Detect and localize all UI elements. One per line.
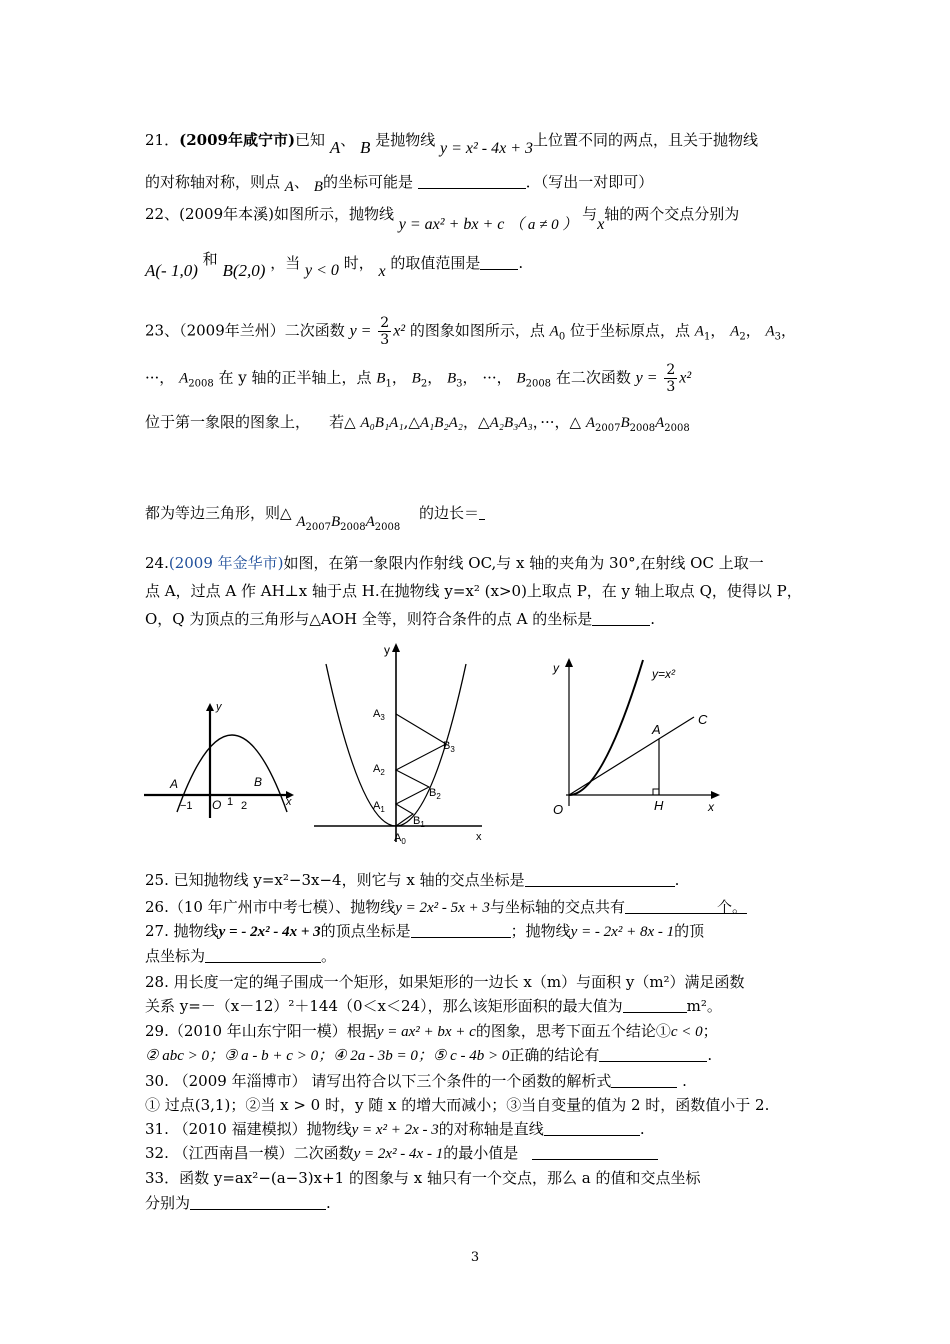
answer-blank[interactable] (544, 1121, 640, 1136)
answer-blank[interactable] (205, 948, 321, 963)
q21-line2: 的对称轴对称，则点 A、 B的坐标可能是 ．（写出一对即可） (145, 173, 654, 195)
ray-oc (569, 717, 694, 795)
answer-blank[interactable] (532, 1145, 658, 1160)
q26-formula: y = 2x² - 5x + 3 (395, 900, 490, 916)
label-a2: $A_2$ (373, 763, 385, 777)
q32-line: 32. （江西南昌一模）二次函数y = 2x² - 4x - 1的最小值是 (145, 1143, 658, 1164)
parabola-curve (569, 660, 643, 795)
q23-line3: 位于第一象限的图象上， 若△ A₀B₁A₁,△A₁B₂A₂，△A₂B₃A₃，···，△ $A_{2007}B_{2008}A_{2008}$ (145, 413, 690, 434)
q29-formula: y = ax² + bx + c (376, 1024, 476, 1040)
origin-label: O (553, 802, 564, 817)
q23-line4: 都为等边三角形，则△ $A_{2007}B_{2008}A_{2008}$ 的边长＝ (145, 503, 485, 530)
point-a-label: A (652, 722, 661, 737)
q28-line1: 28. 用长度一定的绳子围成一个矩形，如果矩形的一边长 x（m）与面积 y（m²）满足函数 (145, 973, 745, 991)
figure-ray-oc (546, 654, 736, 824)
answer-blank[interactable] (592, 611, 650, 626)
curve-label: y=x² (652, 667, 676, 681)
q27-formula-1: y = - 2x² - 4x + 3 (218, 924, 321, 940)
q27-line1: 27. 抛物线y = - 2x² - 4x + 3的顶点坐标是 ；抛物线y = - 2x² + 8x - 1的顶 (145, 922, 705, 940)
answer-blank[interactable] (525, 872, 675, 887)
page-number: 3 (470, 1250, 480, 1265)
q26-line: 26.（10 年广州市中考七模）、抛物线y = 2x² - 5x + 3与坐标轴的交点共有 个。 (145, 898, 747, 916)
point-c-label: C (698, 712, 708, 727)
q30-line1: 30. （2009 年淄博市） 请写出符合以下三个条件的一个函数的解析式 . (145, 1072, 687, 1090)
q23-line1: 23、（2009年兰州）二次函数 y = $\frac{2}{3}$ x² 的图象如图所示，点 $A_0$ 位于坐标原点，点 $A_1$， $A_2$， $A_3$， (145, 315, 797, 348)
q31-line: 31. （2010 福建模拟）抛物线y = x² + 2x - 3的对称轴是直线 . (145, 1120, 645, 1138)
q22-line2: A(- 1,0) 和 B(2,0) ，当 y < 0 时， x 的取值范围是 . (145, 250, 524, 280)
q24-line3: O，Q 为顶点的三角形与△AOH 全等，则符合条件的点 A 的坐标是 . (145, 610, 656, 628)
tick-1: 1 (227, 796, 234, 808)
tick-minus-1: −1 (180, 800, 193, 812)
label-a1: $A_1$ (373, 800, 385, 814)
answer-blank[interactable] (418, 174, 526, 189)
q25-line: 25. 已知抛物线 y=x²−3x−4，则它与 x 轴的交点坐标是 . (145, 871, 680, 889)
label-a0: $A_0$ (394, 832, 406, 846)
q24-line2: 点 A，过点 A 作 AH⊥x 轴于点 H.在抛物线 y=x² (x>0)上取点 P，在 y 轴上取点 Q，使得以 P， (145, 582, 802, 600)
q24-line1: 24.(2009 年金华市)如图，在第一象限内作射线 OC,与 x 轴的夹角为 30°,在射线 OC 上取一 (145, 554, 764, 572)
answer-blank[interactable] (411, 923, 511, 938)
point-h-label: H (654, 798, 664, 813)
q33-line1: 33．函数 y=ax²−(a−3)x+1 的图象与 x 轴只有一个交点，那么 a 的值和交点坐标 (145, 1169, 701, 1187)
q28-line2: 关系 y=－（x－12）²＋144（0＜x＜24），那么该矩形面积的最大值为 m²。 (145, 997, 722, 1015)
q22-formula: y = ax² + bx + c (398, 216, 505, 233)
label-b2: $B_2$ (429, 787, 441, 801)
fig3-y-label: y (553, 661, 559, 675)
point-a-label: A (170, 777, 179, 791)
fig1-y-label: y (216, 701, 222, 713)
answer-blank[interactable] (479, 505, 485, 520)
answer-blank[interactable] (611, 1073, 677, 1088)
label-b1: $B_1$ (413, 815, 425, 829)
q23-line2: ···， $A_{2008}$ 在 y 轴的正半轴上，点 $B_1$， $B_2$， $B_3$， ···， $B_{2008}$ 在二次函数 y = $\frac{2}{3}$ x² (145, 362, 692, 395)
y-axis-arrow (392, 643, 400, 652)
q31-formula: y = x² + 2x - 3 (351, 1122, 439, 1138)
q29-line1: 29.（2010 年山东宁阳一模）根据y = ax² + bx + c的图象，思考下面五个结论①c < 0； (145, 1022, 718, 1040)
tick-2: 2 (241, 800, 248, 812)
q27-line2: 点坐标为 。 (145, 947, 337, 965)
figure-parabola-ab (144, 700, 296, 820)
q32-formula: y = 2x² - 4x - 1 (353, 1146, 444, 1162)
y-axis-arrow (206, 703, 214, 711)
answer-blank[interactable] (623, 998, 687, 1013)
fig2-y-label: y (384, 643, 390, 657)
point-b-label: B (254, 775, 263, 789)
label-a3: $A_3$ (373, 708, 385, 722)
q21-formula: y = x² - 4x + 3 (440, 140, 534, 157)
fraction-2-3: $\frac{2}{3}$ (380, 315, 390, 348)
triangle-zigzag (396, 714, 446, 826)
answer-blank[interactable] (599, 1047, 707, 1062)
answer-blank[interactable] (480, 255, 518, 270)
q27-formula-2: y = - 2x² + 8x - 1 (570, 924, 675, 940)
q30-line2: ① 过点(3,1)；②当 x > 0 时，y 随 x 的增大而减小；③当自变量的值为 2 时，函数值小于 2. (145, 1096, 770, 1114)
answer-blank[interactable] (190, 1195, 326, 1210)
fig1-x-label: x (286, 796, 292, 808)
right-angle-mark (653, 789, 659, 795)
q29-line2: ② abc > 0；③ a - b + c > 0；④ 2a - 3b = 0；⑤ c - 4b > 0正确的结论有 . (145, 1046, 713, 1064)
x-axis-arrow (711, 791, 720, 799)
q24-source: (2009 年金华市) (168, 554, 284, 572)
origin-label: O (212, 798, 222, 812)
fig2-x-label: x (476, 831, 482, 843)
figure-triangle-chain (312, 642, 492, 848)
q33-line2: 分别为 . (145, 1194, 331, 1212)
q22-line1: 22、(2009年本溪)如图所示，抛物线 y = ax² + bx + c （ a ≠ 0 ） 与x轴的两个交点分别为 (145, 205, 740, 233)
y-axis-arrow (565, 658, 573, 667)
label-b3: $B_3$ (443, 740, 455, 754)
fig3-x-label: x (708, 800, 714, 814)
q21-line1: 21．(2009年咸宁市)已知 A、 B 是抛物线 y = x² - 4x + 3上位置不同的两点，且关于抛物线 (145, 131, 759, 157)
answer-blank[interactable] (625, 899, 717, 914)
q21-source: (2009年咸宁市) (179, 131, 296, 149)
